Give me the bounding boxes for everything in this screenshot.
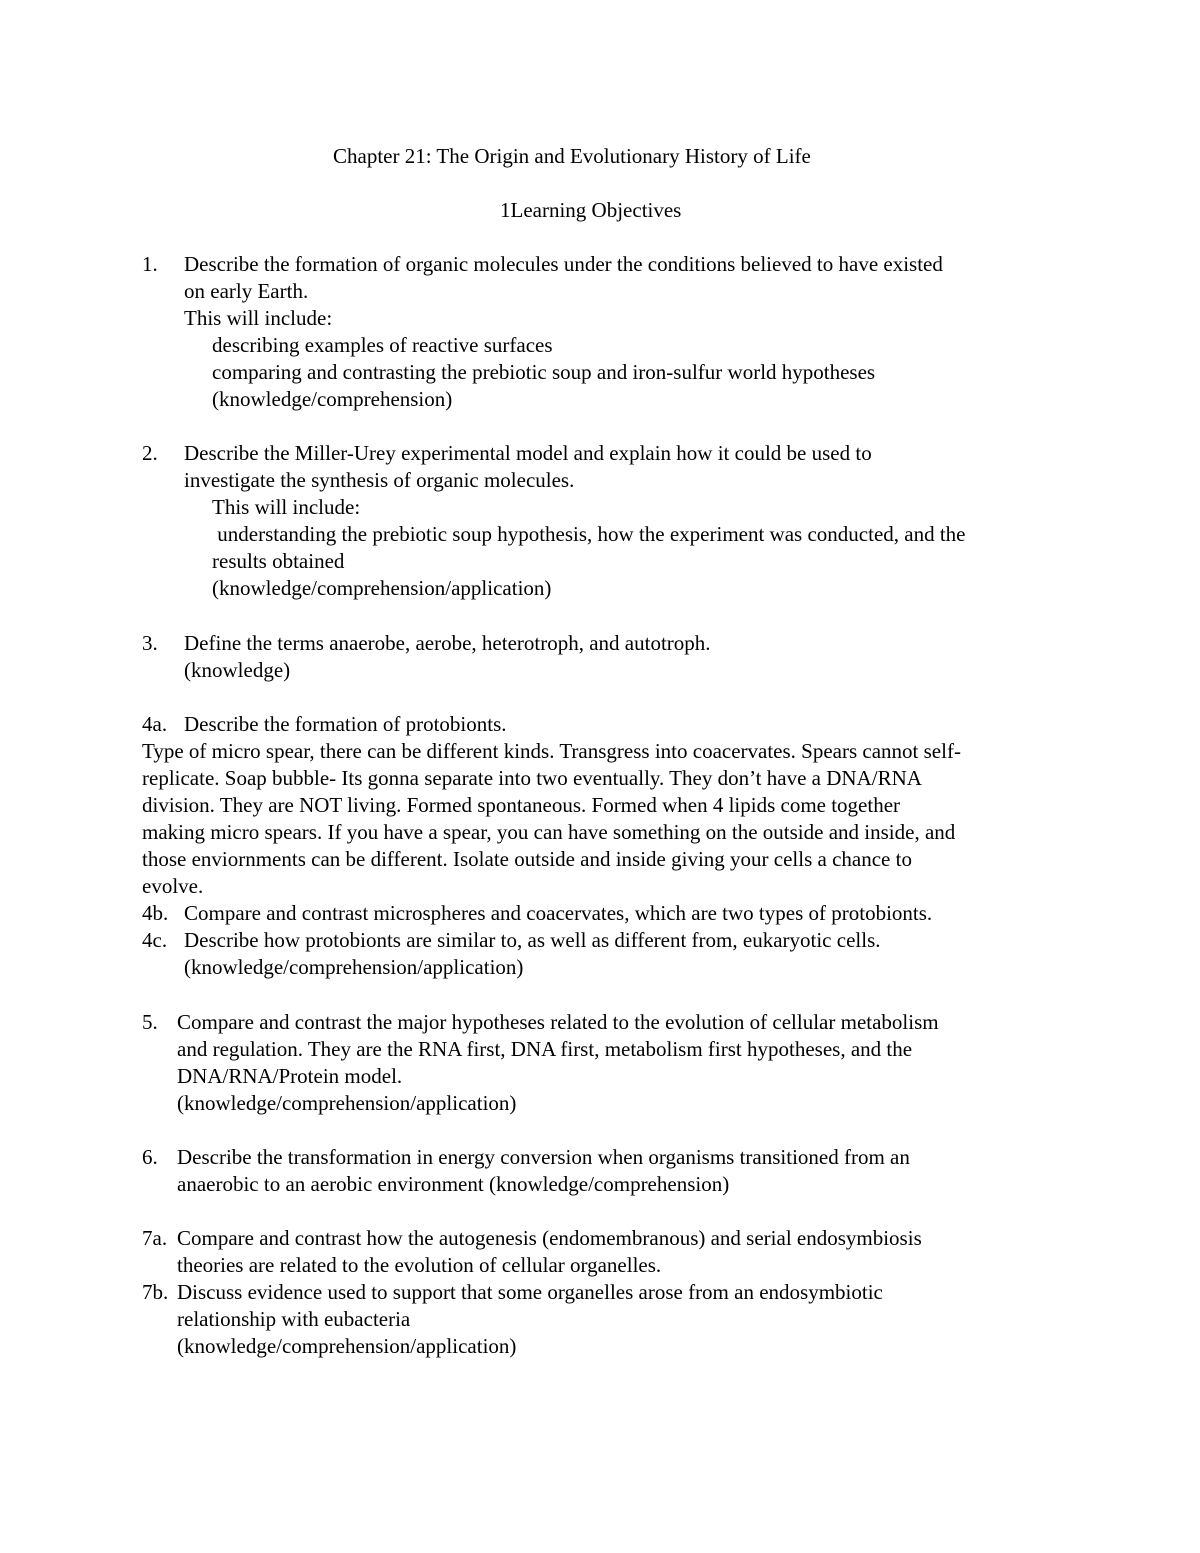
objective-4b-line: Compare and contrast microspheres and coacervates, which are two types of protobionts. [184, 901, 933, 925]
objective-7a-line: Compare and contrast how the autogenesis (endomembranous) and serial endosymbiosis [177, 1226, 922, 1250]
objective-7a-number: 7a. [142, 1226, 168, 1250]
objective-6-number: 6. [142, 1145, 158, 1169]
objective-4a-line: Describe the formation of protobionts. [184, 712, 507, 736]
objective-4a-note: Type of micro spear, there can be different kinds. Transgress into coacervates. Spears cannot self- [142, 739, 961, 763]
objective-7b-line: Discuss evidence used to support that some organelles arose from an endosymbiotic [177, 1280, 883, 1304]
objective-4c-number: 4c. [142, 928, 168, 952]
objective-2-subitem: understanding the prebiotic soup hypothesis, how the experiment was conducted, and the [212, 522, 966, 546]
page-title: Chapter 21: The Origin and Evolutionary History of Life [333, 144, 811, 168]
objective-4a-number: 4a. [142, 712, 168, 736]
objective-2-include-label: This will include: [212, 495, 361, 519]
objective-5-line: and regulation. They are the RNA first, DNA first, metabolism first hypotheses, and the [177, 1037, 913, 1061]
objective-4a-note: division. They are NOT living. Formed spontaneous. Formed when 4 lipids come together [142, 793, 901, 817]
objective-6-line: anaerobic to an aerobic environment (knowledge/comprehension) [177, 1172, 730, 1196]
objective-1-subitem: comparing and contrasting the prebiotic soup and iron-sulfur world hypotheses [212, 360, 876, 384]
objective-5-line: DNA/RNA/Protein model. [177, 1064, 403, 1088]
objective-4a-note: making micro spears. If you have a spear, you can have something on the outside and inside, and [142, 820, 956, 844]
section-heading: 1Learning Objectives [500, 198, 682, 222]
objective-3-line: Define the terms anaerobe, aerobe, heterotroph, and autotroph. [184, 631, 711, 655]
objective-2-line: investigate the synthesis of organic molecules. [184, 468, 575, 492]
objective-1-include-label: This will include: [184, 306, 333, 330]
objective-6-line: Describe the transformation in energy conversion when organisms transitioned from an [177, 1145, 910, 1169]
objective-4a-note: those enviornments can be different. Isolate outside and inside giving your cells a chance to [142, 847, 912, 871]
objective-2-level: (knowledge/comprehension/application) [212, 576, 552, 600]
objective-2-line: Describe the Miller-Urey experimental model and explain how it could be used to [184, 441, 872, 465]
objective-7b-number: 7b. [142, 1280, 169, 1304]
objective-1-level: (knowledge/comprehension) [212, 387, 453, 411]
objective-1-number: 1. [142, 252, 158, 276]
objective-7a-line: theories are related to the evolution of cellular organelles. [177, 1253, 662, 1277]
objective-7b-line: relationship with eubacteria [177, 1307, 411, 1331]
objective-5-level: (knowledge/comprehension/application) [177, 1091, 517, 1115]
objective-7b-level: (knowledge/comprehension/application) [177, 1334, 517, 1358]
objective-4a-note: evolve. [142, 874, 204, 898]
objective-1-line: Describe the formation of organic molecules under the conditions believed to have existed [184, 252, 943, 276]
objective-5-number: 5. [142, 1010, 158, 1034]
objective-4c-line: Describe how protobionts are similar to, as well as different from, eukaryotic cells. [184, 928, 881, 952]
objective-4a-note: replicate. Soap bubble- Its gonna separate into two eventually. They don’t have a DNA/RNA [142, 766, 922, 790]
objective-3-number: 3. [142, 631, 158, 655]
objective-4c-level: (knowledge/comprehension/application) [184, 955, 524, 979]
objective-1-line: on early Earth. [184, 279, 309, 303]
objective-4b-number: 4b. [142, 901, 169, 925]
objective-2-subitem: results obtained [212, 549, 345, 573]
objective-2-number: 2. [142, 441, 158, 465]
objective-3-level: (knowledge) [184, 658, 291, 682]
objective-5-line: Compare and contrast the major hypotheses related to the evolution of cellular metabolism [177, 1010, 939, 1034]
objective-1-subitem: describing examples of reactive surfaces [212, 333, 553, 357]
